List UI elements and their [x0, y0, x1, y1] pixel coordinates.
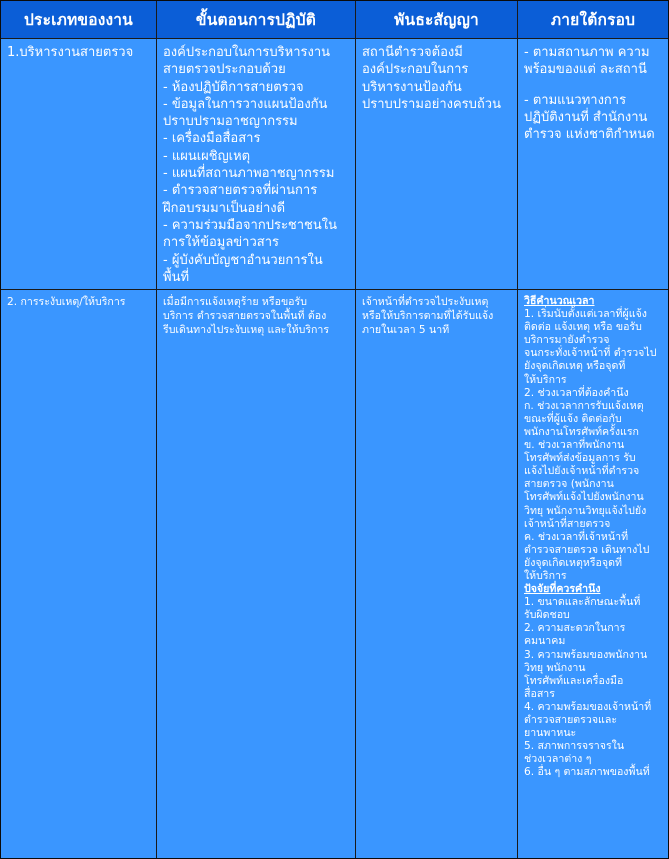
text-line: - ห้องปฏิบัติการสายตรวจ	[163, 79, 304, 95]
text-line: - แผนที่สถานภาพอาชญากรรม	[163, 166, 335, 182]
text-line: เจ้าหน้าที่สายตรวจ	[524, 517, 611, 530]
text-line: เมื่อมีการแจ้งเหตุร้าย หรือขอรับ	[163, 296, 307, 308]
text-line: - ความร่วมมือจากประชาชนใน	[163, 217, 337, 233]
text-line: ช่วงเวลาต่าง ๆ	[524, 753, 592, 766]
row2-framework	[518, 290, 668, 858]
text-line: 1. ขนาดและลักษณะพื้นที่	[524, 596, 641, 609]
row1-procedure	[157, 39, 356, 290]
spacer	[524, 79, 662, 92]
text-line: ก. ช่วงเวลาการรับแจ้งเหตุ	[524, 399, 644, 412]
text-line: วิทยุ พนักงานวิทยุแจ้งไปยัง	[524, 504, 647, 517]
text-line: ติดต่อ แจ้งเหตุ หรือ ขอรับ	[524, 321, 642, 334]
text-line: 3. ความพร้อมของพนักงาน	[524, 648, 648, 661]
text-line: 5. สภาพการจราจรใน	[524, 740, 625, 753]
text-line: พร้อมของแต่ ละสถานี	[524, 62, 647, 78]
text-line: 1. เริ่มนับตั้งแต่เวลาที่ผู้แจ้ง	[524, 308, 647, 321]
row2-procedure	[157, 290, 356, 858]
text-line: พื้นที่	[163, 269, 190, 285]
text-line: แจ้งไปยังเจ้าหน้าที่ตำรวจ	[524, 465, 640, 478]
text-line: วิทยุ พนักงาน	[524, 661, 586, 674]
text-line: ตำรวจสายตรวจ เดินทางไป	[524, 543, 650, 556]
factors-title: ปัจจัยที่ควรคำนึง	[524, 583, 601, 596]
text-line: โทรศัพท์แจ้งไปยังพนักงาน	[524, 491, 644, 504]
text-line: สายตรวจประกอบด้วย	[163, 62, 286, 78]
text-line: ปราบปรามอย่างครบถ้วน	[362, 96, 501, 112]
text-line: พนักงานโทรศัพท์ครั้งแรก	[524, 425, 639, 438]
text-line: ตำรวจสายตรวจและ	[524, 714, 618, 726]
text-line: โทรศัพท์ส่งข้อมูลการ รับ	[524, 452, 636, 465]
text-line: ค. ช่วงเวลาที่เจ้าหน้าที่	[524, 530, 629, 543]
text-line: ฝึกอบรมมาเป็นอย่างดี	[163, 200, 286, 216]
text-line: - ตามแนวทางการ	[524, 92, 627, 108]
text-line: - ตำรวจสายตรวจที่ผ่านการ	[163, 183, 318, 199]
row1-job-type-text: 1.บริหารงานสายตรวจ	[7, 45, 134, 60]
text-line: - ข้อมูลในการวางแผนป้องกัน	[163, 96, 328, 112]
text-line: - ผู้บังคับบัญชาอำนวยการใน	[163, 252, 323, 268]
text-line: หรือให้บริการตามที่ได้รับแจ้ง	[362, 310, 494, 323]
text-line: ให้บริการ	[524, 569, 567, 582]
text-line: องค์ประกอบในการ	[362, 62, 469, 78]
text-line: ยังจุดเกิดเหตุหรือจุดที่	[524, 556, 622, 569]
text-line: โทรศัพท์และเครื่องมือ	[524, 674, 624, 687]
text-line: 6. อื่น ๆ ตามสภาพของพื้นที่	[524, 766, 650, 779]
row2-commitment	[356, 290, 518, 858]
text-line: บริหารงานป้องกัน	[362, 79, 462, 95]
row1-job-type	[1, 39, 157, 290]
text-line: เจ้าหน้าที่ตำรวจไประงับเหตุ	[362, 296, 489, 308]
text-line: องค์ประกอบในการบริหารงาน	[163, 45, 331, 60]
text-line: บริการมายังตำรวจ	[524, 334, 610, 347]
text-line: รีบเดินทางไประงับเหตุ และให้บริการ	[163, 324, 330, 337]
text-line: ตำรวจ แห่งชาติกำหนด	[524, 127, 655, 143]
text-line: 2. ความสะดวกในการ	[524, 622, 626, 635]
text-line: - เครื่องมือสื่อสาร	[163, 131, 261, 147]
text-line: ให้บริการ	[524, 373, 567, 386]
text-line: ปฏิบัติงานที่ สำนักงาน	[524, 109, 648, 125]
text-line: 2. ช่วงเวลาที่ต้องคำนึง	[524, 386, 629, 399]
text-line: ปราบปรามอาชญากรรม	[163, 114, 298, 130]
text-line: ขณะที่ผู้แจ้ง ติดต่อกับ	[524, 412, 622, 425]
row1-commitment	[356, 39, 518, 290]
text-line: การให้ข้อมูลข่าวสาร	[163, 235, 280, 251]
text-line: สายตรวจ (พนักงาน	[524, 478, 614, 491]
text-line: ยังจุดเกิดเหตุ หรือจุดที่	[524, 360, 626, 373]
header-commitment: พันธะสัญญา	[356, 1, 518, 39]
text-line: ข. ช่วงเวลาที่พนักงาน	[524, 439, 625, 452]
text-line: คมนาคม	[524, 635, 566, 648]
row2-job-type	[1, 290, 157, 858]
header-job-type: ประเภทของงาน	[1, 1, 157, 39]
header-framework: ภายใต้กรอบ	[518, 1, 668, 39]
text-line: - แผนเผชิญเหตุ	[163, 148, 251, 164]
method-title: วิธีคำนวณเวลา	[524, 295, 595, 307]
text-line: จนกระทั่งเจ้าหน้าที่ ตำรวจไป	[524, 347, 657, 360]
text-line: ภายในเวลา 5 นาที	[362, 324, 450, 337]
row2-job-type-text: 2. การระงับเหตุ/ให้บริการ	[7, 296, 126, 308]
text-line: บริการ ตำรวจสายตรวจในพื้นที่ ต้อง	[163, 310, 327, 323]
text-line: สื่อสาร	[524, 687, 555, 700]
row1-framework	[518, 39, 668, 290]
text-line: 4. ความพร้อมของเจ้าหน้าที่	[524, 700, 652, 713]
text-line: - ตามสถานภาพ ความ	[524, 45, 650, 60]
header-procedure: ขั้นตอนการปฏิบัติ	[157, 1, 356, 39]
text-line: ยานพาหนะ	[524, 727, 577, 740]
text-line: สถานีตำรวจต้องมี	[362, 45, 463, 60]
text-line: รับผิดชอบ	[524, 609, 570, 622]
